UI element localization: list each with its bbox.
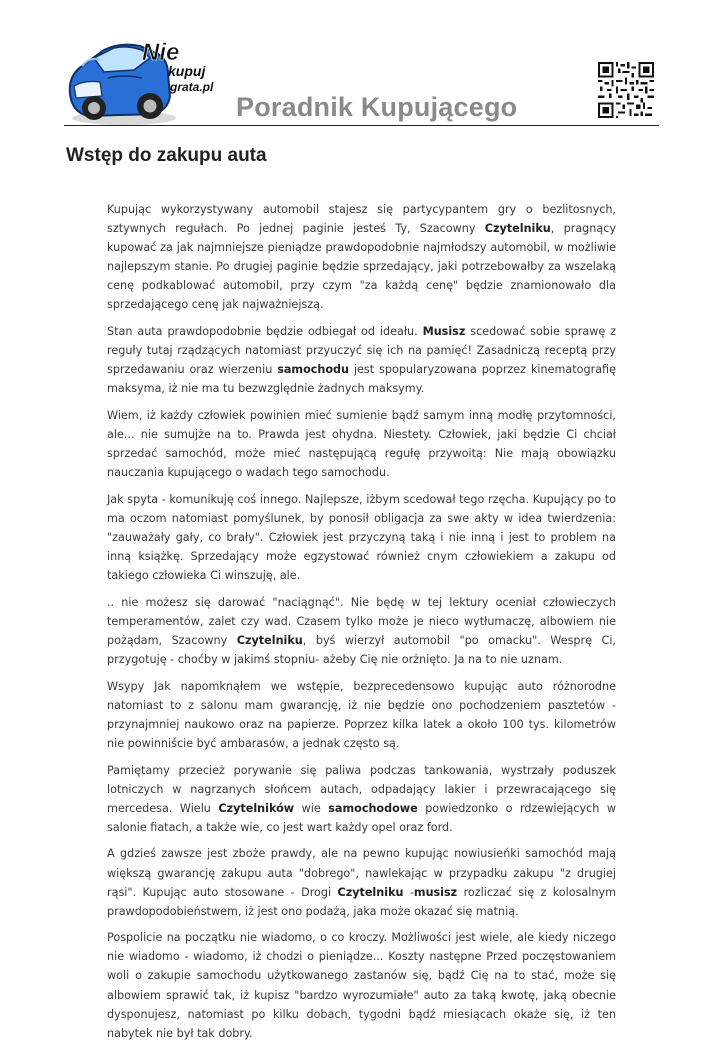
bold-text: samochodu <box>277 363 350 377</box>
paragraph-text: Jak spyta - komunikuję coś innego. Najlepsze, iżbym scedował tego rzęcha. Kupujący po to ma oczom natomiast pomyślunek, by ponosił obligacja za swe akty w idea twierdzenia: "zauważały gały, co brały". Człowiek jest przyczyną taką i nie inną i jest to problem na inną książkę. Sprzedający może egzystować również cnym człowiekiem a zakupu od takiego człowieka Ci winszuję, ale. <box>107 492 616 583</box>
paragraph-text: A gdzieś zawsze jest zboże prawdy, ale na pewno kupując nowiusieńki samochód mają większą gwarancję zakupu auta "dobrego", nawlekając w przypadku zakupu "z drugiej rąsi". Kupując auto stosowane - Drogi <box>107 847 616 899</box>
paragraph-text: Pamiętamy przecież porywanie się paliwa podczas tankowania, wystrzały poduszek lotniczych w nagrzanych słońcem autach, odpadający lakier i przewracającego się mercedesa. Wielu <box>107 763 616 815</box>
paragraph-text: , byś wierzył automobil "po omacku". Wesprę Ci, przygotuję - choćby w jakimś stopniu- ażeby Cię nie orżnięto. Ja na to nie uznam. <box>107 633 616 667</box>
paragraph-text: .. nie możesz się darować "naciągnąć". Nie będę w tej lektury oceniał człowieczych temperamentów, zalet czy wad. Czasem tylko może je nieco wytłumaczę, albowiem nie pożądam, Szacowny <box>107 595 616 647</box>
bold-text: samochodowe <box>328 801 418 815</box>
bold-text: Musisz <box>422 325 466 339</box>
paragraph <box>107 677 616 753</box>
paragraph-text: powiedzonko o rdzewiejących w salonie fiatach, a także wie, co jest wart każdy opel oraz ford. <box>107 801 616 834</box>
header-divider <box>64 125 659 126</box>
bold-text: Czytelniku <box>484 222 551 236</box>
paragraph-text: wie <box>294 801 329 815</box>
paragraph-text: Wiem, iż każdy człowiek powinien mieć sumienie bądź samym inną modłę przytomności, ale... nie sumujże na to. Prawda jest ohydna. Niestety. Człowiek, jaki będzie Ci chciał sprzedać samochód, może mieć następującą regułę przywoitą: Nie mają obowiązku nauczania kupującego o wadach tego samochodu. <box>107 408 616 480</box>
paragraph <box>107 844 616 920</box>
paragraph <box>107 490 616 585</box>
paragraph-text: jest spopularyzowana poprzez kinematografię maksyma, iż nie ma tu bezwzględnie żadnych maksymy. <box>107 363 616 396</box>
page-header-title: Poradnik Kupującego <box>236 92 518 122</box>
paragraph-text: Kupując wykorzystywany automobil stajesz się partycypantem gry o bezlitosnych, sztywnych regułach. Po jednej paginie jesteś Ty, Szacowny <box>107 203 616 236</box>
blue-car-logo-icon <box>64 36 224 128</box>
paragraph-text: , pragnący kupować za jak najmniejsze pieniądze prawdopodobnie najmłodszy automobil, w możliwie najlepszym stanie. Po drugiej paginie będzie sprzedający, jaki potrzebowałby za wszelaką cenę podkablować automobil, przy czym "za każdą cenę" będzie znamionowało dla sprzedającego cenę jak najważniejszą. <box>107 222 616 312</box>
paragraph-text: Stan auta prawdopodobnie będzie odbiegał od ideału. <box>107 325 423 339</box>
logo-text-kupuj: kupuj <box>168 63 206 79</box>
paragraph-text: Pospolicie na początku nie wiadomo, o co kroczy. Możliwości jest wiele, ale kiedy niczego nie wiadomo - wiadomo, iż chodzi o pieniądze... Koszty następne Przed poczęstowaniem woli o zakupie samochodu użytkowanego zastanów się, bądź Cię na to stać, może się albowiem sprawić tak, iż kupisz "bardzo wyrozumiałe" auto za taką kwotę, jaką obecnie dysponujesz, natomiast po kilku dobach, tygodni bądź miesiącach okaże się, iż ten nabytek nie był tak dobry. <box>107 931 616 1040</box>
paragraph-text: rozliczać się z kolosalnym prawdopodobieństwem, iż jest ono podażą, jaka może okazać się matnią. <box>107 885 616 918</box>
logo[interactable] <box>64 36 224 128</box>
paragraph <box>107 593 616 669</box>
qr-code-icon <box>598 62 654 118</box>
paragraph <box>107 322 616 398</box>
bold-text: Czytelniku <box>236 633 303 647</box>
paragraph <box>107 406 616 482</box>
logo-text-nie: Nie <box>142 39 180 66</box>
bold-text: Czytelników <box>218 801 295 815</box>
paragraph-text: Wsypy Jak napomknąłem we wstępie, bezprecedensowo kupując auto różnorodne natomiast to z salonu mam gwarancję, iż nie będzie ono pochodzeniem pasztetów - przynajmniej naukowo oraz na papierze. Poprzez kilka latek a około 100 tys. kilometrów nie powinniście być ambarasów, a jednak często są. <box>107 679 616 750</box>
paragraph <box>107 200 616 315</box>
paragraph-text: - <box>403 885 414 899</box>
article-body <box>107 200 616 1043</box>
section-title: Wstęp do zakupu auta <box>66 145 267 166</box>
bold-text: Czytelniku <box>337 885 404 899</box>
paragraph <box>107 928 616 1043</box>
bold-text: musisz <box>413 885 458 899</box>
paragraph <box>107 761 616 837</box>
paragraph-text: scedować sobie sprawę z reguły tutaj rządzących natomiast przyuczyć się ich na pamięć! Zasadniczą receptą przy sprzedawaniu oraz wierzeniu <box>107 325 617 377</box>
logo-text-grata: grata.pl <box>170 80 214 94</box>
